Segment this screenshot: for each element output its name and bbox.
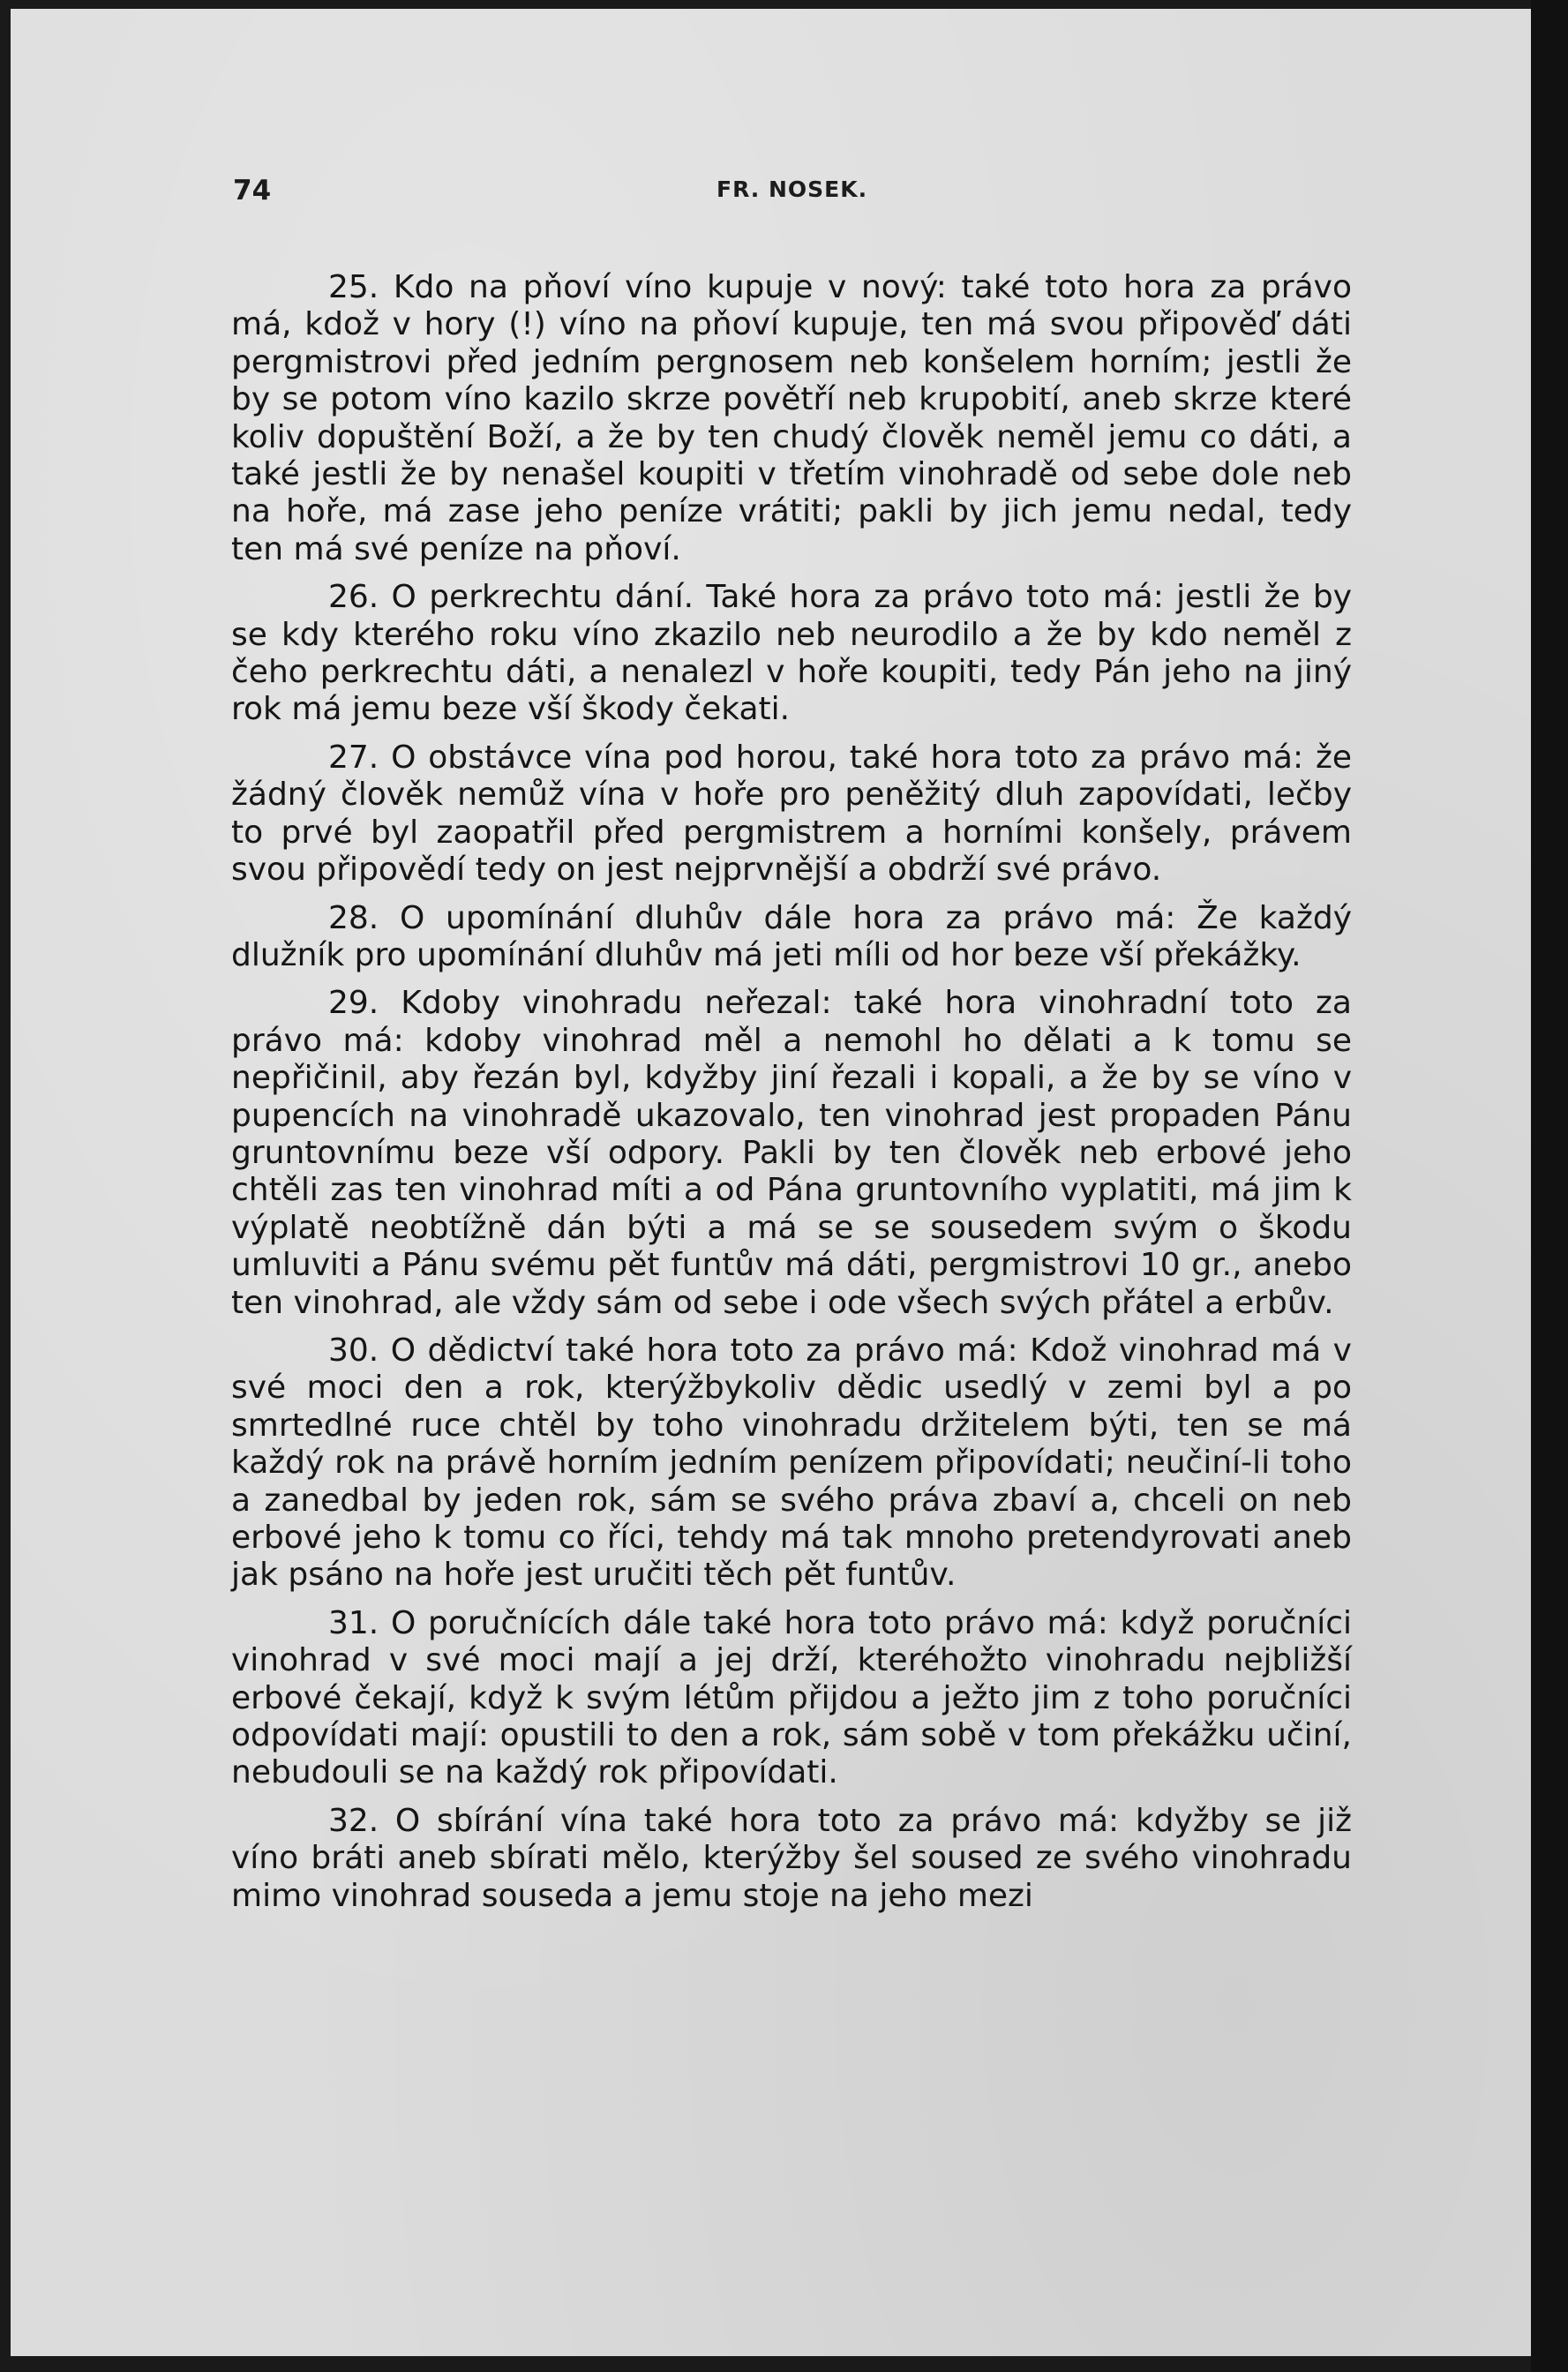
paragraph-31: 31. O poručnících dále také hora toto právo má: když poručníci vinohrad v své moci mají a jej drží, kteréhožto vinohradu nejbližší erbové čekají, když k svým létům přijdou a ježto jim z toho poručníci odpovídati mají: opustili to den a rok, sám sobě v tom překážku učiní, nebudouli se na každý rok připovídati. [231, 1604, 1352, 1791]
paragraph-29: 29. Kdoby vinohradu neřezal: také hora vinohradní toto za právo má: kdoby vinohrad měl a nemohl ho dělati a k tomu se nepřičinil, aby řezán byl, kdyžby jiní řezali i kopali, a že by se víno v pupencích na vinohradě ukazovalo, ten vinohrad jest propaden Pánu gruntovnímu beze vší odpory. Pakli by ten člověk neb erbové jeho chtěli zas ten vinohrad míti a od Pána gruntovního vyplatiti, má jim k výplatě neobtížně dán býti a má se se sousedem svým o škodu umluviti a Pánu svému pět funtův má dáti, pergmistrovi 10 gr., anebo ten vinohrad, ale vždy sám od sebe i ode všech svých přátel a erbův. [231, 985, 1352, 1321]
paragraph-28: 28. O upomínání dluhův dále hora za právo má: Že každý dlužník pro upomínání dluhův má jeti míli od hor beze vší překážky. [231, 899, 1352, 973]
body-text [231, 269, 1352, 1925]
paragraph-30: 30. O dědictví také hora toto za právo má: Kdož vinohrad má v své moci den a rok, kterýžbykoliv dědic usedlý v zemi byl a po smrtedlné ruce chtěl by toho vinohradu držitelem býti, ten se má každý rok na právě horním jedním penízem připovídati; neučiní-li toho a zanedbal by jeden rok, sám se svého práva zbaví a, chceli on neb erbové jeho k tomu co říci, tehdy má tak mnoho pretendyrovati aneb jak psáno na hoře jest uručiti těch pět funtův. [231, 1332, 1352, 1594]
paragraph-25: 25. Kdo na pňoví víno kupuje v nový: také toto hora za právo má, kdož v hory (!) víno na pňoví kupuje, ten má svou připověď dáti pergmistrovi před jedním pergnosem neb konšelem horním; jestli že by se potom víno kazilo skrze povětří neb krupobití, aneb skrze které koliv dopuštění Boží, a že by ten chudý člověk neměl jemu co dáti, a také jestli že by nenašel koupiti v třetím vinohradě od sebe dole neb na hoře, má zase jeho peníze vrátiti; pakli by jich jemu nedal, tedy ten má své peníze na pňoví. [231, 269, 1352, 567]
page-number: 74 [233, 175, 272, 206]
paragraph-26: 26. O perkrechtu dání. Také hora za právo toto má: jestli že by se kdy kterého roku víno zkazilo neb neurodilo a že by kdo neměl z čeho perkrechtu dáti, a nenalezl v hoře koupiti, tedy Pán jeho na jiný rok má jemu beze vší škody čekati. [231, 579, 1352, 728]
running-head: FR. NOSEK. [716, 176, 868, 202]
scanned-page [11, 9, 1542, 2356]
page-header [11, 175, 1568, 210]
paragraph-27: 27. O obstávce vína pod horou, také hora toto za právo má: že žádný člověk nemůž vína v hoře pro peněžitý dluh zapovídati, lečby to prvé byl zaopatřil před pergmistrem a horními konšely, právem svou připovědí tedy on jest nejprvnější a obdrží své právo. [231, 739, 1352, 889]
paragraph-32: 32. O sbírání vína také hora toto za právo má: kdyžby se již víno bráti aneb sbírati mělo, kterýžby šel soused ze svého vinohradu mimo vinohrad souseda a jemu stoje na jeho mezi [231, 1802, 1352, 1914]
scan-border [1531, 0, 1568, 2372]
